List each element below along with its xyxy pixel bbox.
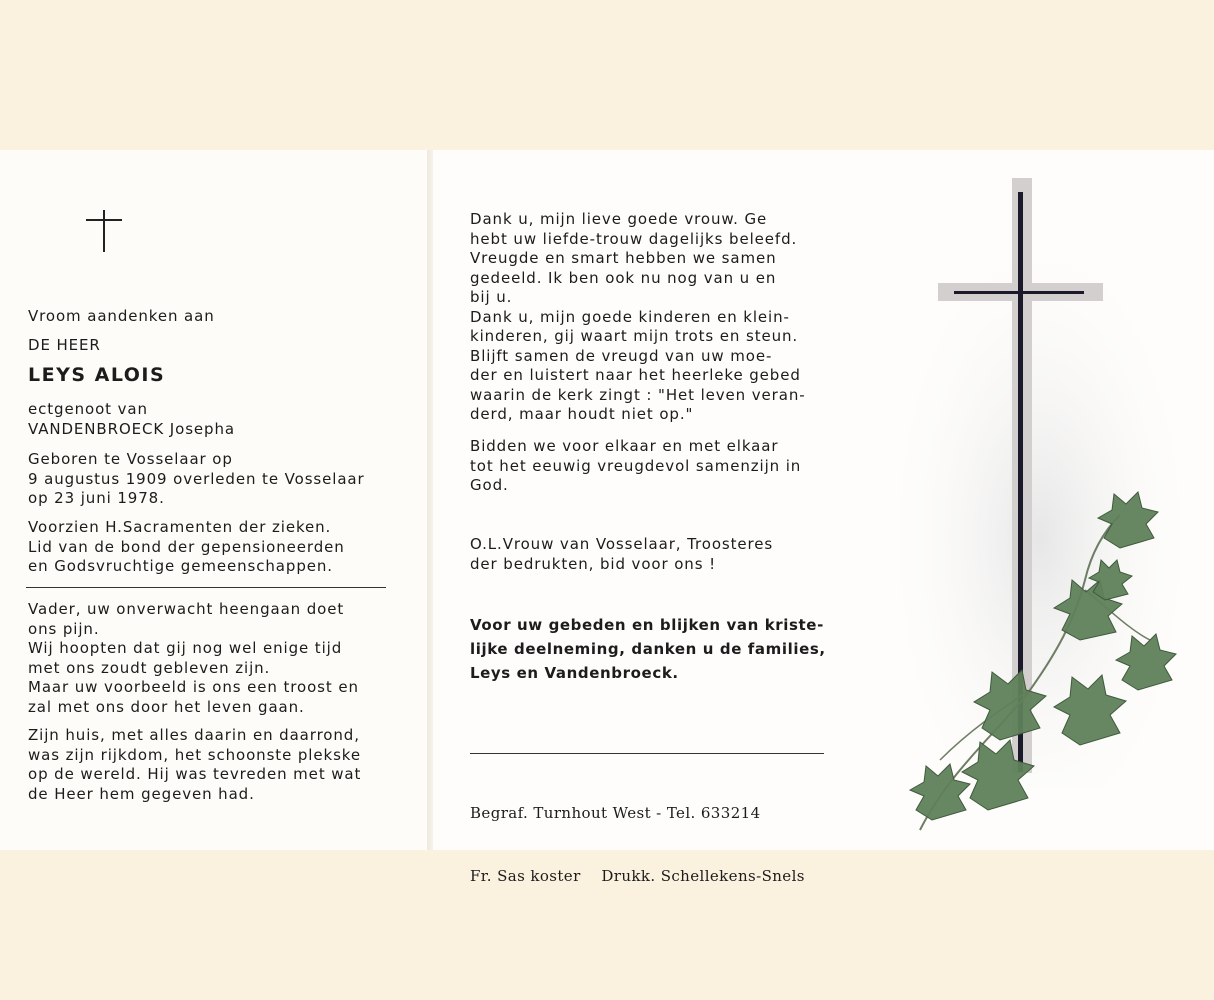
spouse-name: VANDENBROECK Josepha [28,420,235,438]
verse-line: hebt uw liefde-trouw dagelijks beleefd. [470,229,798,248]
sacraments-line: Lid van de bond der gepensioneerden [28,537,345,556]
verse-line: Dank u, mijn goede kinderen en klein- [470,307,790,326]
spouse-label: ectgenoot van [28,400,148,418]
divider [470,753,824,754]
sacraments-block [28,518,345,577]
verse-line: kinderen, gij waart mijn trots en steun. [470,327,799,345]
verse-line: bij u. [470,288,513,306]
sacraments-line: Voorzien H.Sacramenten der zieken. [28,518,332,536]
verse-home [28,726,361,804]
dates-line: Geboren te Vosselaar op [28,450,233,468]
memorial-card [0,150,1214,885]
verse-line: op de wereld. Hij was tevreden met wat [28,765,362,783]
cross-icon [86,210,122,252]
divider [26,587,386,588]
verse-line: de Heer hem gegeven had. [28,784,255,803]
verse-prayer [470,437,801,496]
printer-credits [470,761,805,929]
thanks-line: Voor uw gebeden en blijken van kriste- [470,616,824,634]
verse-father [28,600,359,717]
verse-line: zal met ons door het leven gaan. [28,697,305,716]
verse-line: gedeeld. Ik ben ook nu nog van u en [470,268,777,287]
title-text: DE HEER [28,336,101,354]
deceased-name: LEYS ALOIS [28,364,166,386]
verse-line: Vader, uw onverwacht heengaan doet [28,600,345,618]
verse-line: Zijn huis, met alles daarin en daarrond, [28,726,360,744]
prayer-line: der bedrukten, bid voor ons ! [470,554,716,573]
dates-block [28,450,365,509]
verse-line: Wij hoopten dat gij nog wel enige tijd [28,639,343,657]
printer-line: Fr. Sas koster Drukk. Schellekens-Snels [470,867,805,885]
thanks-line: Leys en Vandenbroeck. [470,664,679,682]
verse-line: waarin de kerk zingt : "Het leven veran- [470,385,806,404]
verse-thanks-family [470,210,806,425]
thanks-block [470,613,826,685]
verse-line: Bidden we voor elkaar en met elkaar [470,437,779,455]
verse-line: was zijn rijkdom, het schoonste plekske [28,745,361,764]
verse-line: der en luistert naar het heerleke gebed [470,366,801,384]
intro-text: Vroom aandenken aan [28,307,215,325]
verse-line: Vreugde en smart hebben we samen [470,249,777,267]
verse-line: Blijft samen de vreugd van uw moe- [470,346,773,365]
cross-with-ivy-illustration [880,170,1180,850]
verse-line: Maar uw voorbeeld is ons een troost en [28,678,359,696]
sacraments-line: en Godsvruchtige gemeenschappen. [28,557,333,575]
marian-prayer [470,535,773,574]
verse-line: tot het eeuwig vreugdevol samenzijn in [470,456,802,475]
verse-line: met ons zoudt gebleven zijn. [28,658,271,677]
dates-line: op 23 juni 1978. [28,489,165,507]
left-panel [0,150,427,850]
verse-line: God. [470,476,509,494]
prayer-line: O.L.Vrouw van Vosselaar, Troosteres [470,535,774,553]
dates-line: 9 augustus 1909 overleden te Vosselaar [28,469,365,488]
printer-line: Begraf. Turnhout West - Tel. 633214 [470,804,761,822]
verse-line: derd, maar houdt niet op." [470,405,694,423]
verse-line: ons pijn. [28,619,100,638]
verse-line: Dank u, mijn lieve goede vrouw. Ge [470,210,768,228]
thanks-line: lijke deelneming, danken u de families, [470,640,826,658]
